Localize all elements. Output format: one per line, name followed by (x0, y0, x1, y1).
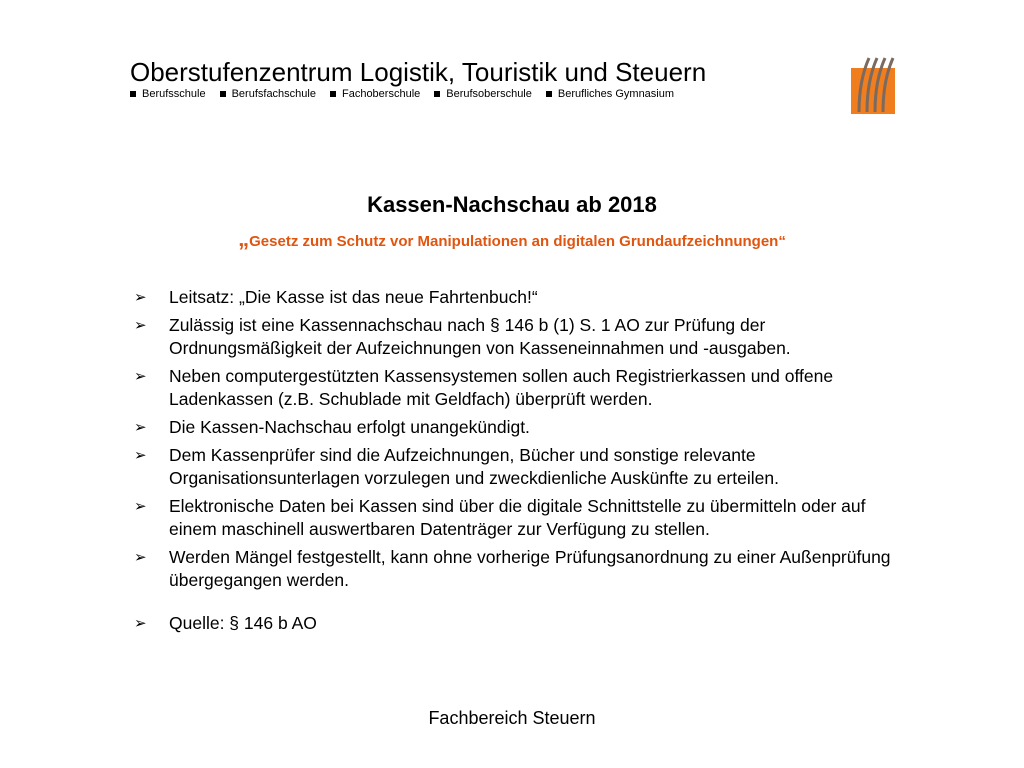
arrow-bullet-icon: ➢ (134, 498, 147, 515)
list-item: ➢ Die Kassen-Nachschau erfolgt unangekündigt. (134, 417, 530, 437)
bullet-square-icon (546, 91, 552, 97)
school-type-item: Fachoberschule (330, 87, 420, 101)
slide-title: Kassen-Nachschau ab 2018 (367, 192, 657, 217)
school-types-list (130, 87, 688, 101)
list-item: ➢ Dem Kassenprüfer sind die Aufzeichnungen, Bücher und sonstige relevante Organisationsunterlagen vorzulegen und zweckdienliche Auskünfte zu erteilen. (134, 445, 779, 488)
school-type-item: Berufliches Gymnasium (546, 87, 674, 101)
school-type-item: Berufsschule (130, 87, 206, 101)
list-item: ➢ Leitsatz: „Die Kasse ist das neue Fahrtenbuch!“ (134, 287, 538, 307)
arrow-bullet-icon: ➢ (134, 447, 147, 464)
school-type-item: Berufsoberschule (434, 87, 532, 101)
bullet-square-icon (434, 91, 440, 97)
list-item: ➢ Neben computergestützten Kassensystemen sollen auch Registrierkassen und offene Ladenkassen (z.B. Schublade mit Geldfach) überprüft werden. (134, 366, 834, 409)
arrow-bullet-icon: ➢ (134, 549, 147, 566)
list-item: ➢ Elektronische Daten bei Kassen sind über die digitale Schnittstelle zu übermitteln oder auf einem maschinell auswertbaren Datenträger zur Verfügung zu stellen. (134, 496, 866, 539)
footer-department: Fachbereich Steuern (428, 708, 596, 728)
list-item-source: ➢ Quelle: § 146 b AO (134, 613, 317, 633)
bullet-square-icon (220, 91, 226, 97)
school-type-item: Berufsfachschule (220, 87, 316, 101)
arrow-bullet-icon: ➢ (134, 289, 147, 306)
school-name: Oberstufenzentrum Logistik, Touristik und Steuern (130, 57, 707, 87)
bullet-square-icon (130, 91, 136, 97)
bullet-square-icon (330, 91, 336, 97)
slide-subtitle: „Gesetz zum Schutz vor Manipulationen an digitalen Grundaufzeichnungen“ (238, 226, 786, 251)
arrow-bullet-icon: ➢ (134, 419, 147, 436)
school-logo-icon (849, 54, 897, 114)
list-item: ➢ Zulässig ist eine Kassennachschau nach § 146 b (1) S. 1 AO zur Prüfung der Ordnungsmäßigkeit der Aufzeichnungen von Kasseneinnahmen und -ausgaben. (134, 315, 791, 358)
list-item: ➢ Werden Mängel festgestellt, kann ohne vorherige Prüfungsanordnung zu einer Außenprüfung übergegangen werden. (134, 547, 891, 590)
arrow-bullet-icon: ➢ (134, 368, 147, 385)
arrow-bullet-icon: ➢ (134, 615, 147, 632)
bullet-list (134, 286, 894, 640)
arrow-bullet-icon: ➢ (134, 317, 147, 334)
